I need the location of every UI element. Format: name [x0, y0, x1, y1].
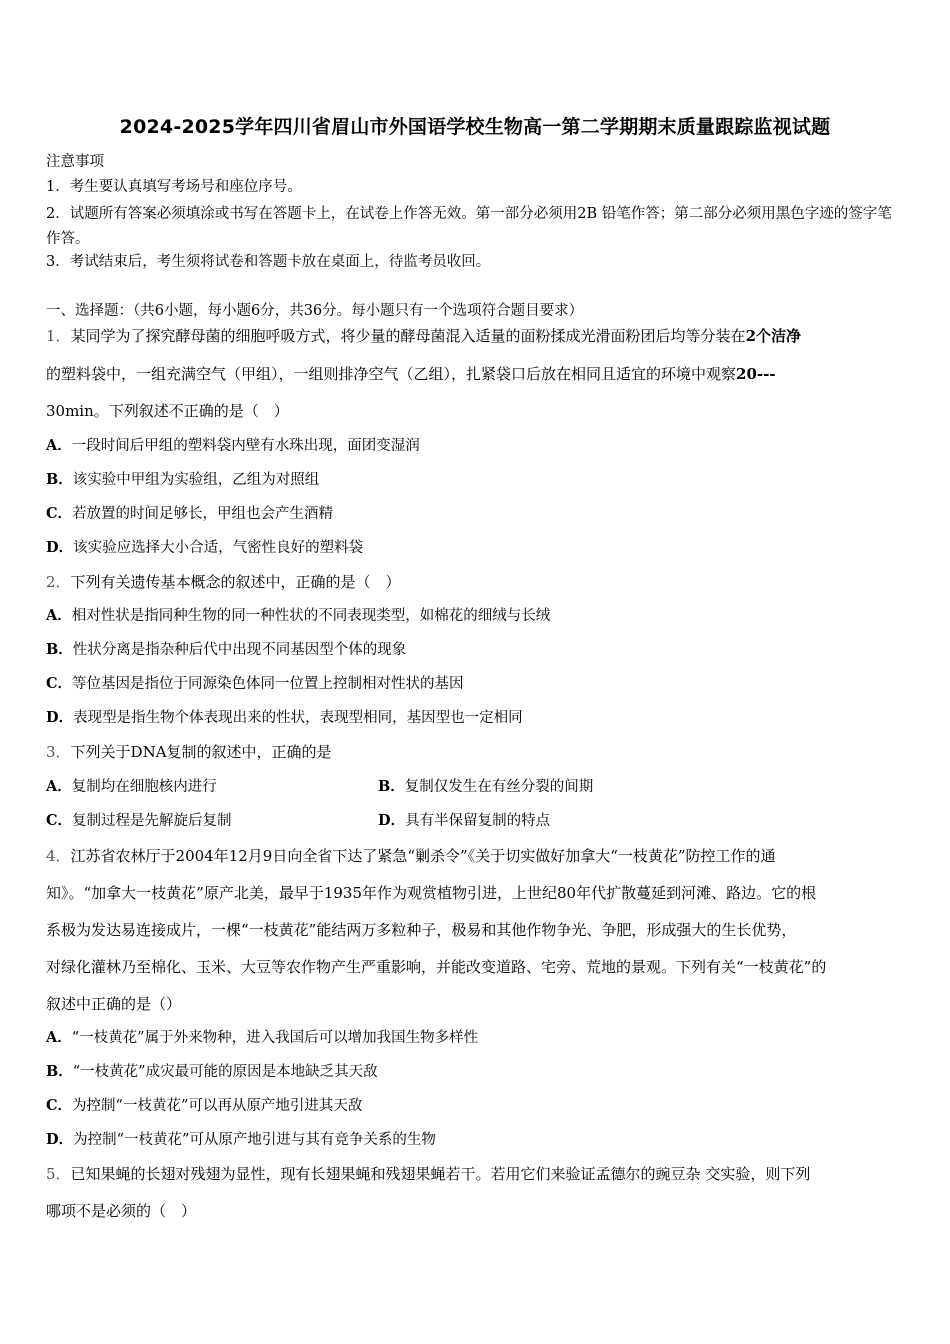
- question-number: 2．: [46, 573, 71, 591]
- option-text: 复制过程是先解旋后复制: [72, 813, 232, 829]
- q3-option-d: [378, 811, 550, 831]
- option-text: 一段时间后甲组的塑料袋内壁有水珠出现，面团变湿润: [71, 438, 420, 454]
- question-stem-text: 某同学为了探究酵母菌的细胞呼吸方式，将少量的酵母菌混入适量的面粉揉成光滑面粉团后均等分装在: [70, 327, 746, 345]
- option-text: 该实验中甲组为实验组，乙组为对照组: [72, 472, 320, 488]
- q2-option-b: [46, 640, 406, 660]
- option-text: “一枝黄花”成灾最可能的原因是本地缺乏其天敌: [72, 1064, 378, 1080]
- q3-options-row-1: [46, 777, 906, 797]
- question-1-line-1: [46, 326, 801, 346]
- q3-option-a: [46, 779, 217, 795]
- notice-item-2: 2．试题所有答案必须填涂或书写在答题卡上，在试卷上作答无效。第一部分必须用2B 铅笔作答；第二部分必须用黑色字迹的签字笔作答。: [46, 206, 892, 247]
- question-4-line-3: 系极为发达易连接成片，一棵“一枝黄花”能结两万多粒种子，极易和其他作物争光、争肥，形成强大的生长优势，: [46, 921, 797, 939]
- q4-option-b: [46, 1062, 378, 1082]
- option-text: 具有半保留复制的特点: [405, 813, 551, 829]
- option-label: A．: [46, 1029, 72, 1046]
- page-title: 2024-2025学年四川省眉山市外国语学校生物高一第二学期期末质量跟踪监视试题: [119, 116, 831, 138]
- notice-heading: 注意事项: [46, 154, 104, 170]
- option-label: B．: [378, 778, 405, 795]
- option-label: D．: [46, 709, 74, 726]
- question-number: 5．: [46, 1165, 71, 1183]
- question-3-stem: [46, 742, 332, 762]
- option-text: 复制均在细胞核内进行: [71, 779, 217, 795]
- option-text: 性状分离是指杂种后代中出现不同基因型个体的现象: [72, 642, 407, 658]
- q1-option-c: [46, 504, 333, 524]
- q2-option-d: [46, 708, 523, 728]
- question-5-line-2: 哪项不是必须的（ ）: [46, 1202, 197, 1220]
- option-text: 为控制“一枝黄花”可以再从原产地引进其天敌: [72, 1098, 363, 1114]
- option-text: 相对性状是指同种生物的同一种性状的不同表现类型，如棉花的细绒与长绒: [71, 608, 551, 624]
- option-text: 表现型是指生物个体表现出来的性状，表现型相同，基因型也一定相同: [73, 710, 523, 726]
- q4-option-c: [46, 1096, 362, 1116]
- option-label: D．: [46, 539, 74, 556]
- option-text: 若放置的时间足够长，甲组也会产生酒精: [72, 506, 334, 522]
- question-stem-text: 江苏省农林厅于2004年12月9日向全省下达了紧急“剿杀令”《关于切实做好加拿大“一枝黄花”防控工作的通: [70, 847, 776, 865]
- question-4-line-4: 对绿化灌林乃至棉化、玉米、大豆等农作物产生严重影响，并能改变道路、宅旁、荒地的景观。下列有关“一枝黄花”的: [46, 958, 827, 976]
- option-label: B．: [46, 641, 73, 658]
- option-label: A．: [46, 778, 72, 795]
- q1-option-a: [46, 436, 420, 456]
- question-4-line-5: 叙述中正确的是（）: [46, 995, 182, 1013]
- notice-item-3: 3．考试结束后，考生须将试卷和答题卡放在桌面上，待监考员收回。: [46, 254, 491, 270]
- question-1-line-3: 30min。下列叙述不正确的是（ ）: [46, 402, 289, 420]
- q3-option-b: [378, 777, 593, 797]
- question-stem-text: 已知果蝇的长翅对残翅为显性，现有长翅果蝇和残翅果蝇若干。若用它们来验证孟德尔的豌豆杂 交实验，则下列: [70, 1165, 811, 1183]
- q2-option-a: [46, 606, 550, 626]
- option-label: C．: [46, 675, 73, 692]
- question-stem-text: 2个洁净: [745, 327, 801, 345]
- section-heading: 一、选择题：（共6小题，每小题6分，共36分。每小题只有一个选项符合题目要求）: [46, 303, 584, 319]
- option-text: 复制仅发生在有丝分裂的间期: [404, 779, 594, 795]
- q4-option-d: [46, 1130, 436, 1150]
- question-number: 1．: [46, 327, 71, 345]
- question-5-line-1: [46, 1164, 810, 1184]
- option-label: D．: [378, 812, 406, 829]
- question-stem-text: 下列关于DNA复制的叙述中，正确的是: [70, 743, 332, 761]
- option-text: 等位基因是指位于同源染色体同一位置上控制相对性状的基因: [72, 676, 464, 692]
- q2-option-c: [46, 674, 464, 694]
- question-number: 4．: [46, 847, 71, 865]
- option-label: B．: [46, 1063, 73, 1080]
- option-label: B．: [46, 471, 73, 488]
- option-label: C．: [46, 505, 73, 522]
- question-1-line-2: [46, 364, 776, 384]
- question-2-stem: [46, 572, 401, 592]
- notice-item-1: 1．考生要认真填写考场号和座位序号。: [46, 179, 302, 195]
- option-label: D．: [46, 1131, 74, 1148]
- option-text: “一枝黄花”属于外来物种，进入我国后可以增加我国生物多样性: [71, 1030, 479, 1046]
- q4-option-a: [46, 1028, 478, 1048]
- question-stem-text: 下列有关遗传基本概念的叙述中，正确的是（ ）: [70, 573, 401, 591]
- q3-options-row-2: [46, 811, 906, 831]
- option-text: 该实验应选择大小合适，气密性良好的塑料袋: [73, 540, 364, 556]
- q1-option-b: [46, 470, 319, 490]
- q3-option-c: [46, 813, 232, 829]
- q1-option-d: [46, 538, 363, 558]
- option-label: A．: [46, 437, 72, 454]
- option-label: A．: [46, 607, 72, 624]
- option-text: 为控制“一枝黄花”可从原产地引进与其有竞争关系的生物: [73, 1132, 436, 1148]
- question-4-line-2: 知》。“加拿大一枝黄花”原产北美，最早于1935年作为观赏植物引进，上世纪80年代扩散蔓延到河滩、路边。它的根: [46, 884, 817, 902]
- option-label: C．: [46, 812, 73, 829]
- question-number: 3．: [46, 743, 71, 761]
- question-stem-text: 20---: [736, 365, 776, 383]
- question-stem-text: 的塑料袋中，一组充满空气（甲组），一组则排净空气（乙组），扎紧袋口后放在相同且适宜的环境中观察: [46, 365, 737, 383]
- option-label: C．: [46, 1097, 73, 1114]
- question-4-line-1: [46, 846, 776, 866]
